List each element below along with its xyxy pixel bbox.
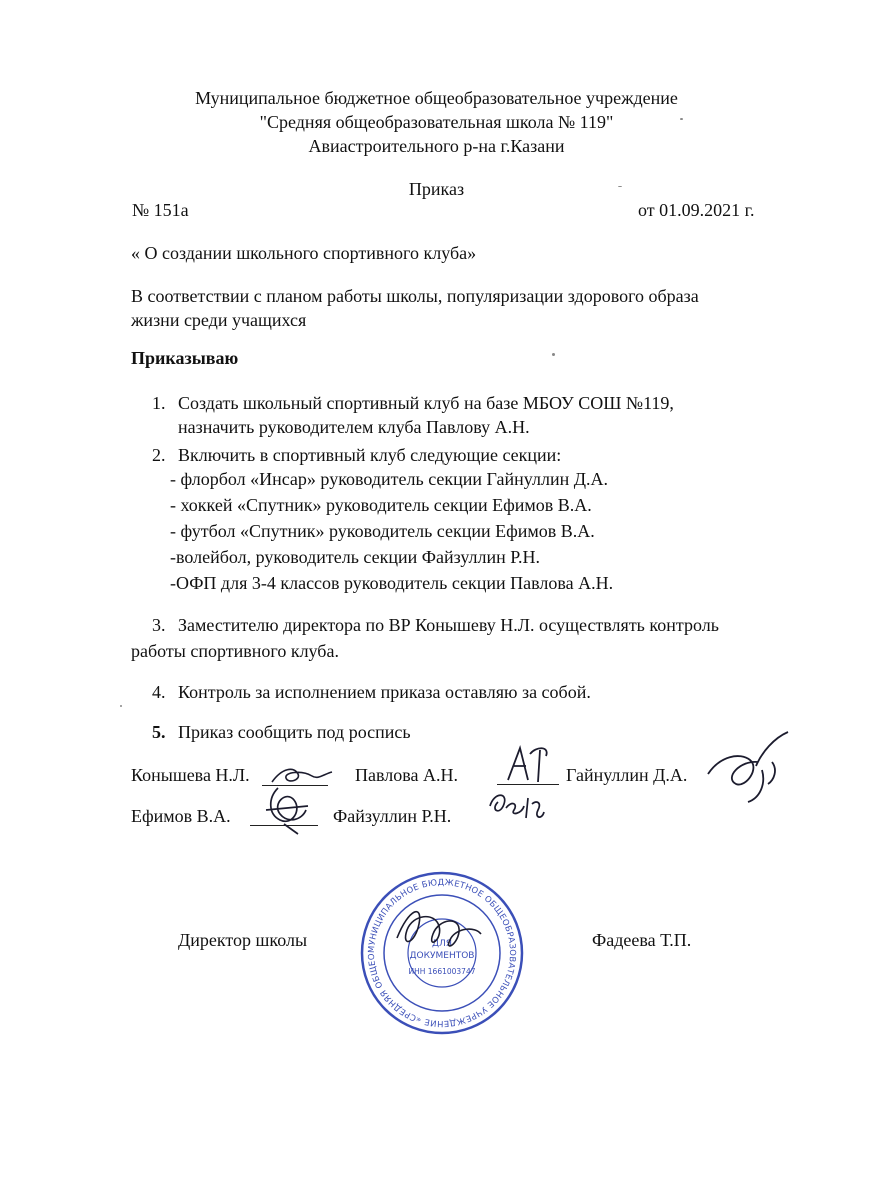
- stamp-center-1: ДЛЯ: [431, 939, 453, 949]
- command-heading: Приказываю: [131, 348, 239, 368]
- signature-pavlova: [500, 742, 560, 786]
- header-line-2: "Средняя общеобразовательная школа № 119": [259, 112, 614, 132]
- item-text: Приказ сообщить под роспись: [178, 722, 411, 742]
- item-text: Создать школьный спортивный клуб на базе МБОУ СОШ №119,: [178, 393, 674, 413]
- signatory-faizullin: Файзуллин Р.Н.: [333, 806, 452, 826]
- signature-gainullin: [702, 726, 798, 806]
- item-2: [152, 443, 561, 467]
- stamp-inn: ИНН 1661003747: [408, 967, 476, 976]
- order-title: Приказ: [408, 179, 465, 199]
- order-date: от 01.09.2021 г.: [638, 200, 755, 220]
- order-subject: « О создании школьного спортивного клуба»: [131, 243, 477, 263]
- item-5: [152, 720, 411, 744]
- item-3-line-2: работы спортивного клуба.: [131, 641, 339, 661]
- section-line: - футбол «Спутник» руководитель секции Ефимов В.А.: [170, 521, 595, 541]
- school-stamp: [352, 860, 527, 1038]
- item-text: Заместителю директора по ВР Конышеву Н.Л. осуществлять контроль: [178, 615, 719, 635]
- signature-faizullin: [484, 786, 550, 826]
- item-number: 1.: [152, 393, 166, 413]
- scan-speck: [552, 353, 555, 356]
- section-line: - хоккей «Спутник» руководитель секции Ефимов В.А.: [170, 495, 592, 515]
- item-3: [152, 613, 719, 637]
- item-4: [152, 680, 591, 704]
- signatory-pavlova: Павлова А.Н.: [355, 765, 458, 785]
- section-line: -волейбол, руководитель секции Файзуллин Р.Н.: [170, 547, 541, 567]
- preamble-line-1: В соответствии с планом работы школы, популяризации здорового образа: [131, 286, 699, 306]
- director-name: Фадеева Т.П.: [592, 930, 692, 950]
- stamp-center-2: ДОКУМЕНТОВ: [409, 951, 475, 961]
- header-line-1: Муниципальное бюджетное общеобразовательное учреждение: [195, 88, 678, 108]
- signature-efimov: [258, 780, 318, 836]
- item-number: 2.: [152, 445, 166, 465]
- section-line: - флорбол «Инсар» руководитель секции Гайнуллин Д.А.: [170, 469, 608, 489]
- item-1-line-2: назначить руководителем клуба Павлову А.Н.: [178, 417, 530, 437]
- order-number: № 151а: [132, 200, 189, 220]
- item-number: 4.: [152, 682, 166, 702]
- section-line: -ОФП для 3-4 классов руководитель секции Павлова А.Н.: [170, 573, 614, 593]
- item-number: 3.: [152, 615, 166, 635]
- preamble-line-2: жизни среди учащихся: [131, 310, 307, 330]
- stamp-ring-text: МУНИЦИПАЛЬНОЕ БЮДЖЕТНОЕ ОБЩЕОБРАЗОВАТЕЛЬНОЕ УЧРЕЖДЕНИЕ «СРЕДНЯЯ ОБЩЕОБРАЗОВАТЕЛЬНАЯ ШКОЛА № 119» РЕСПУБЛИКА ТАТАРСТАН г. КАЗАНЬ: [352, 860, 519, 1030]
- signatory-gainullin: Гайнуллин Д.А.: [566, 765, 688, 785]
- director-label: Директор школы: [178, 930, 308, 950]
- scan-speck: [618, 186, 622, 187]
- scan-speck: [680, 118, 683, 120]
- item-number: 5.: [152, 722, 166, 742]
- item-text: Включить в спортивный клуб следующие секции:: [178, 445, 562, 465]
- signatory-konysheva: Конышева Н.Л.: [131, 765, 250, 785]
- header-line-3: Авиастроительного р-на г.Казани: [308, 136, 565, 156]
- signatory-efimov: Ефимов В.А.: [131, 806, 231, 826]
- item-text: Контроль за исполнением приказа оставляю за собой.: [178, 682, 591, 702]
- item-1: [152, 391, 674, 415]
- scan-speck: [120, 705, 122, 707]
